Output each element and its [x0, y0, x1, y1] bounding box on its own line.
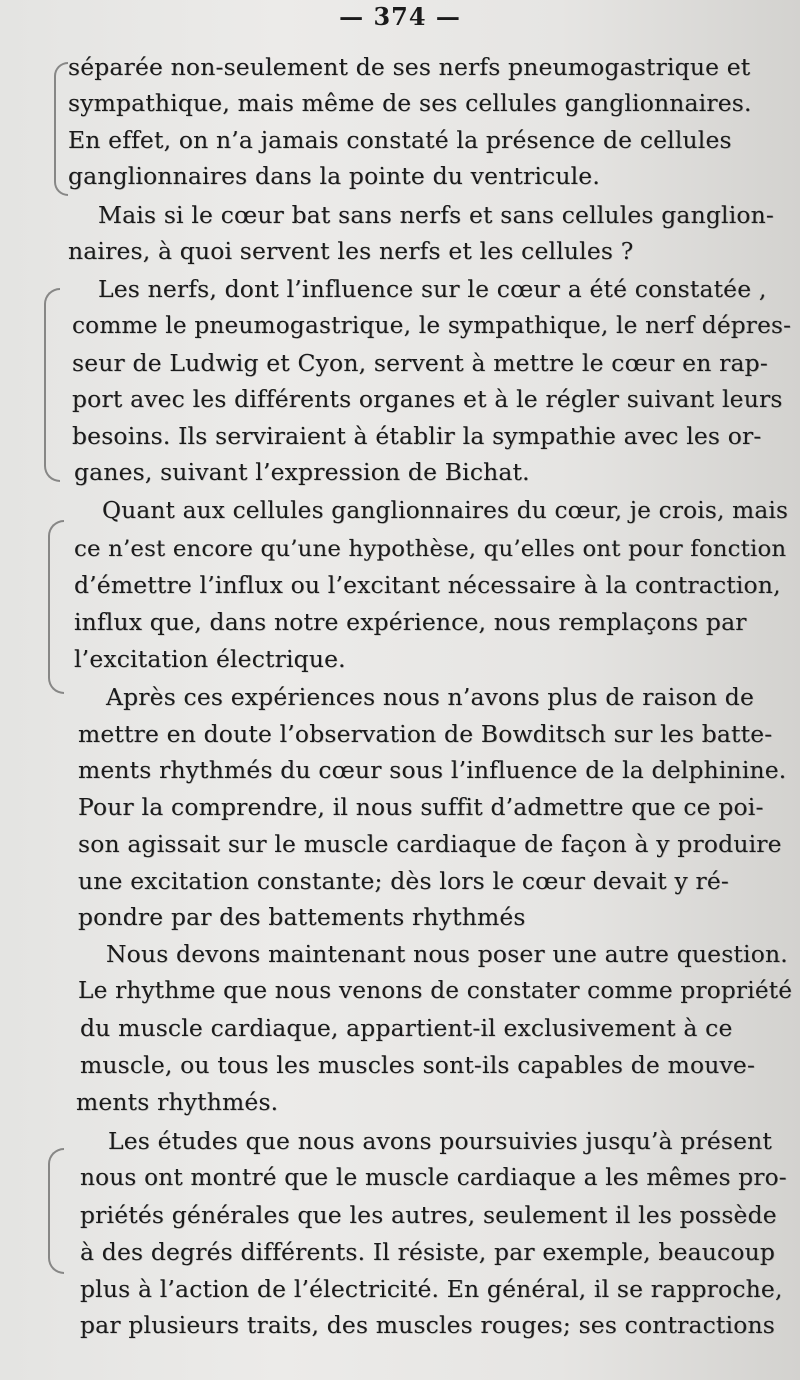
text-line: Nous devons maintenant nous poser une autre question.: [106, 940, 788, 968]
margin-bracket-3: [48, 520, 64, 694]
text-line: En effet, on n’a jamais constaté la présence de cellules: [68, 126, 732, 154]
text-line: Les nerfs, dont l’influence sur le cœur a été constatée ,: [98, 275, 767, 303]
text-line: priétés générales que les autres, seulement il les possède: [80, 1201, 777, 1229]
text-line: Mais si le cœur bat sans nerfs et sans cellules ganglion-: [98, 201, 775, 229]
text-line: port avec les différents organes et à le régler suivant leurs: [72, 385, 783, 413]
text-line: ganglionnaires dans la pointe du ventricule.: [68, 162, 600, 190]
text-line: besoins. Ils serviraient à établir la sympathie avec les or-: [72, 422, 762, 450]
text-line: Après ces expériences nous n’avons plus de raison de: [106, 683, 755, 711]
text-line: ganes, suivant l’expression de Bichat.: [74, 458, 530, 486]
text-line: comme le pneumogastrique, le sympathique, le nerf dépres-: [72, 312, 792, 339]
text-line: ce n’est encore qu’une hypothèse, qu’elles ont pour fonction: [74, 536, 787, 562]
text-line: une excitation constante; dès lors le cœur devait y ré-: [78, 867, 730, 895]
margin-bracket-1: [54, 62, 68, 196]
text-line: à des degrés différents. Il résiste, par exemple, beaucoup: [80, 1238, 776, 1266]
text-line: Le rhythme que nous venons de constater comme propriété: [78, 977, 793, 1004]
text-line: Quant aux cellules ganglionnaires du cœur, je crois, mais: [102, 497, 789, 524]
text-line: l’excitation électrique.: [74, 645, 346, 673]
text-line: du muscle cardiaque, appartient-il exclusivement à ce: [80, 1014, 733, 1042]
text-line: ments rhythmés.: [76, 1088, 279, 1116]
text-line: son agissait sur le muscle cardiaque de façon à y produire: [78, 830, 782, 858]
margin-bracket-2: [44, 288, 60, 482]
text-line: séparée non-seulement de ses nerfs pneumogastrique et: [68, 53, 751, 81]
text-line: par plusieurs traits, des muscles rouges; ses contractions: [80, 1311, 775, 1339]
text-line: nous ont montré que le muscle cardiaque a les mêmes pro-: [80, 1164, 787, 1191]
text-line: plus à l’action de l’électricité. En général, il se rapproche,: [80, 1275, 783, 1303]
text-line: sympathique, mais même de ses cellules ganglionnaires.: [68, 89, 752, 117]
text-line: influx que, dans notre expérience, nous remplaçons par: [74, 608, 747, 636]
text-line: muscle, ou tous les muscles sont-ils capables de mouve-: [80, 1051, 756, 1079]
text-line: Pour la comprendre, il nous suffit d’admettre que ce poi-: [78, 793, 764, 821]
text-line: mettre en doute l’observation de Bowditsch sur les batte-: [78, 720, 773, 748]
text-line: ments rhythmés du cœur sous l’influence de la delphinine.: [78, 756, 787, 784]
text-line: pondre par des battements rhythmés: [78, 903, 526, 931]
margin-bracket-4: [48, 1148, 64, 1274]
text-line: Les études que nous avons poursuivies jusqu’à présent: [108, 1127, 772, 1155]
text-line: seur de Ludwig et Cyon, servent à mettre le cœur en rap-: [72, 349, 768, 377]
text-line: naires, à quoi servent les nerfs et les cellules ?: [68, 237, 634, 265]
page-number: — 374 —: [339, 2, 461, 31]
text-line: d’émettre l’influx ou l’excitant nécessaire à la contraction,: [74, 571, 781, 599]
